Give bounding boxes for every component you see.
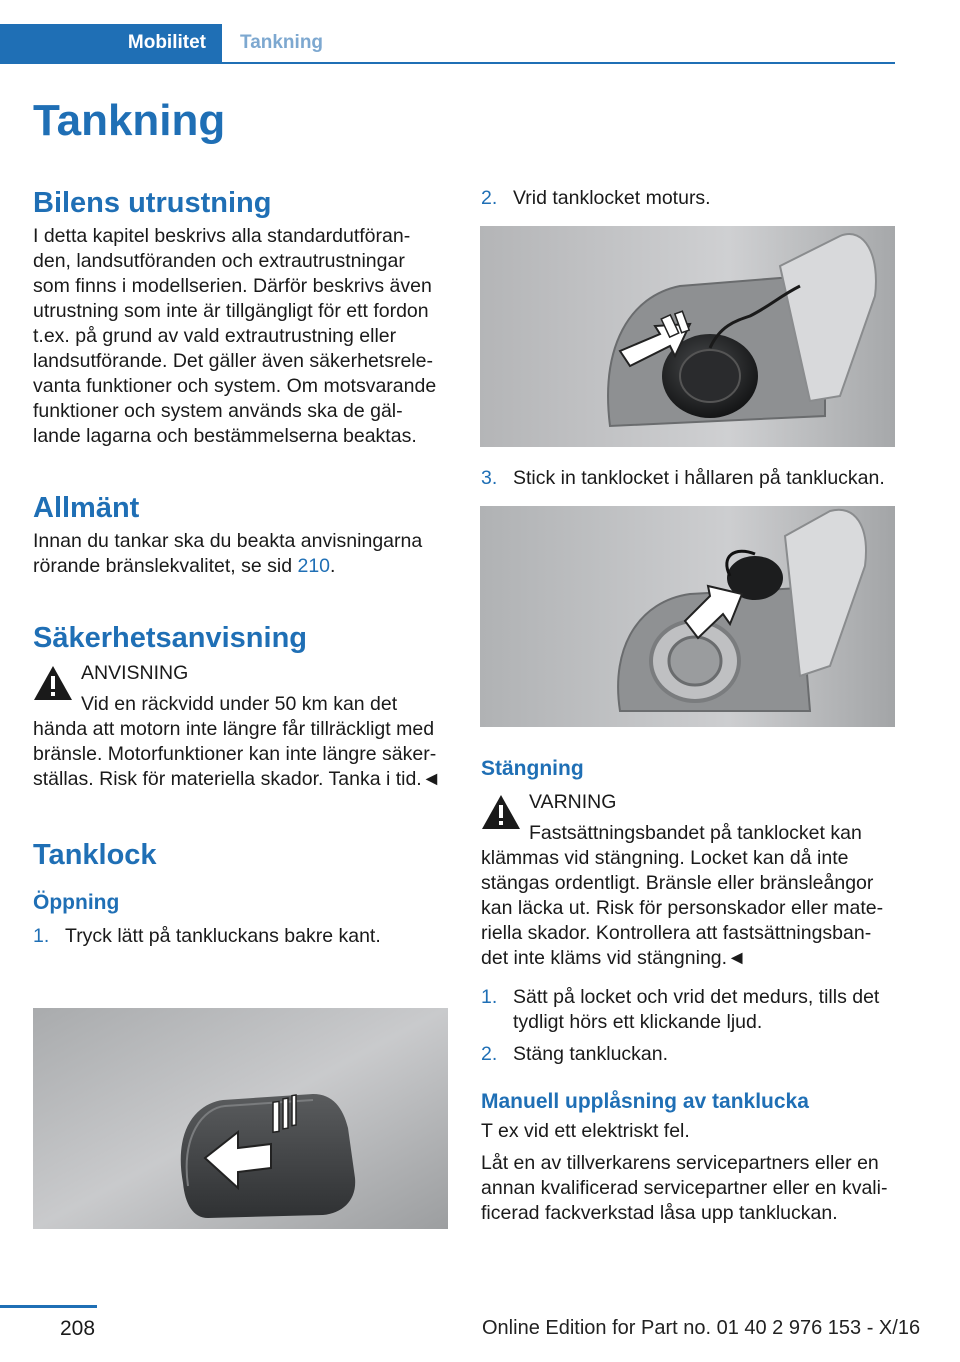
list-text: Sätt på locket och vrid det medurs, tills det xyxy=(513,986,880,1008)
list-number: 2. xyxy=(481,187,498,209)
right-step-3 xyxy=(481,466,901,491)
text-line: riella skador. Kontrollera att fastsättningsban- xyxy=(481,922,872,944)
list-number: 1. xyxy=(33,925,50,947)
paragraph-allmant xyxy=(33,529,451,579)
text-line: hända att motorn inte längre får tillräckligt med xyxy=(33,718,435,740)
list-item-close-1 xyxy=(481,985,901,1035)
text-line: rörande bränslekvalitet, se sid xyxy=(33,555,298,577)
heading-allmant: Allmänt xyxy=(33,492,140,524)
list-item-step-2 xyxy=(481,186,901,211)
text-line: ficerad fackverkstad låsa upp tankluckan. xyxy=(481,1202,838,1224)
text-line: annan kvalificerad servicepartner eller en kvali- xyxy=(481,1177,888,1199)
text-line: bränsle. Motorfunktioner kan inte längre säker- xyxy=(33,743,437,765)
text-line: Innan du tankar ska du beakta anvisningarna xyxy=(33,530,423,552)
text-line: det inte kläms vid stängning.◄ xyxy=(481,947,747,969)
text-line: I detta kapitel beskrivs alla standardutföran- xyxy=(33,225,411,247)
list-item-step-3 xyxy=(481,466,901,491)
image-fuel-cap-turn xyxy=(480,226,895,447)
footer-rule xyxy=(0,1305,97,1308)
text-line: Låt en av tillverkarens servicepartners eller en xyxy=(481,1152,879,1174)
notice-text xyxy=(33,717,451,792)
tab-mobilitet-label: Mobilitet xyxy=(127,32,206,53)
page-number: 208 xyxy=(60,1317,96,1340)
page-title: Tankning xyxy=(33,96,226,145)
list-item-close-2 xyxy=(481,1042,901,1067)
text-line: funktioner och system används ska de gäl- xyxy=(33,400,403,422)
notice-first-line: Vid en räckvidd under 50 km kan det xyxy=(81,693,398,715)
list-number: 1. xyxy=(481,986,498,1008)
text-line: landsutförande. Det gäller även säkerhetsrele- xyxy=(33,350,433,372)
list-text: tydligt hörs ett klickande ljud. xyxy=(513,1011,763,1033)
paragraph-bilens-utrustning xyxy=(33,224,451,449)
text-punctuation: . xyxy=(330,555,336,577)
text-line: t.ex. på grund av vald extrautrustning eller xyxy=(33,325,397,347)
heading-stangning: Stängning xyxy=(481,757,584,780)
warning-box xyxy=(481,790,901,846)
warning-text xyxy=(481,846,901,971)
list-number: 3. xyxy=(481,467,498,489)
text-line: kan läcka ut. Risk för personskador eller mate- xyxy=(481,897,884,919)
text-line: vanta funktioner och system. Om motsvarande xyxy=(33,375,437,397)
text-line: utrustning som inte är tillgängligt för ett fordon xyxy=(33,300,429,322)
left-column xyxy=(33,186,451,949)
list-text: Stäng tankluckan. xyxy=(513,1043,669,1065)
subheading-oppning: Öppning xyxy=(33,891,120,914)
text-line: som finns i modellserien. Därför beskrivs även xyxy=(33,275,432,297)
list-text: Stick in tanklocket i hållaren på tankluckan. xyxy=(513,467,885,489)
warning-first-line: Fastsättningsbandet på tanklocket kan xyxy=(529,822,862,844)
list-text: Tryck lätt på tankluckans bakre kant. xyxy=(65,925,381,947)
list-text: Vrid tanklocket moturs. xyxy=(513,187,711,209)
notice-box xyxy=(33,661,451,717)
heading-bilens-utrustning: Bilens utrustning xyxy=(33,187,272,219)
tab-mobilitet[interactable] xyxy=(0,24,222,62)
list-number: 2. xyxy=(481,1043,498,1065)
heading-manuell-upplasning: Manuell upplåsning av tanklucka xyxy=(481,1090,809,1113)
paragraph-manual-instruction xyxy=(481,1151,901,1226)
text-line: lande lagarna och bestämmelserna beaktas. xyxy=(33,425,417,447)
text-line: ställas. Risk för materiella skador. Tanka i tid.◄ xyxy=(33,768,442,790)
image-fuel-flap-press xyxy=(33,1008,448,1229)
tab-tankning[interactable]: Tankning xyxy=(240,32,324,53)
text-line: klämmas vid stängning. Locket kan då inte xyxy=(481,847,849,869)
warning-triangle-icon xyxy=(33,665,73,701)
heading-sakerhetsanvisning: Säkerhetsanvisning xyxy=(33,622,307,654)
heading-tanklock: Tanklock xyxy=(33,839,157,871)
image-fuel-cap-holder xyxy=(480,506,895,727)
warning-triangle-icon xyxy=(481,794,521,830)
header-tabbar xyxy=(0,24,895,64)
right-closing-section xyxy=(481,756,901,1226)
notice-label: ANVISNING xyxy=(81,662,189,684)
edition-note: Online Edition for Part no. 01 40 2 976 153 - X/16 xyxy=(482,1317,921,1339)
text-line: stängas ordentligt. Bränsle eller bränsleångor xyxy=(481,872,874,894)
list-item-step-1 xyxy=(33,924,451,949)
paragraph-manual-reason: T ex vid ett elektriskt fel. xyxy=(481,1120,690,1142)
warning-label: VARNING xyxy=(529,791,617,813)
text-line: den, landsutföranden och extrautrustningar xyxy=(33,250,405,272)
page-ref-link[interactable]: 210 xyxy=(297,555,331,577)
right-column xyxy=(481,186,901,211)
